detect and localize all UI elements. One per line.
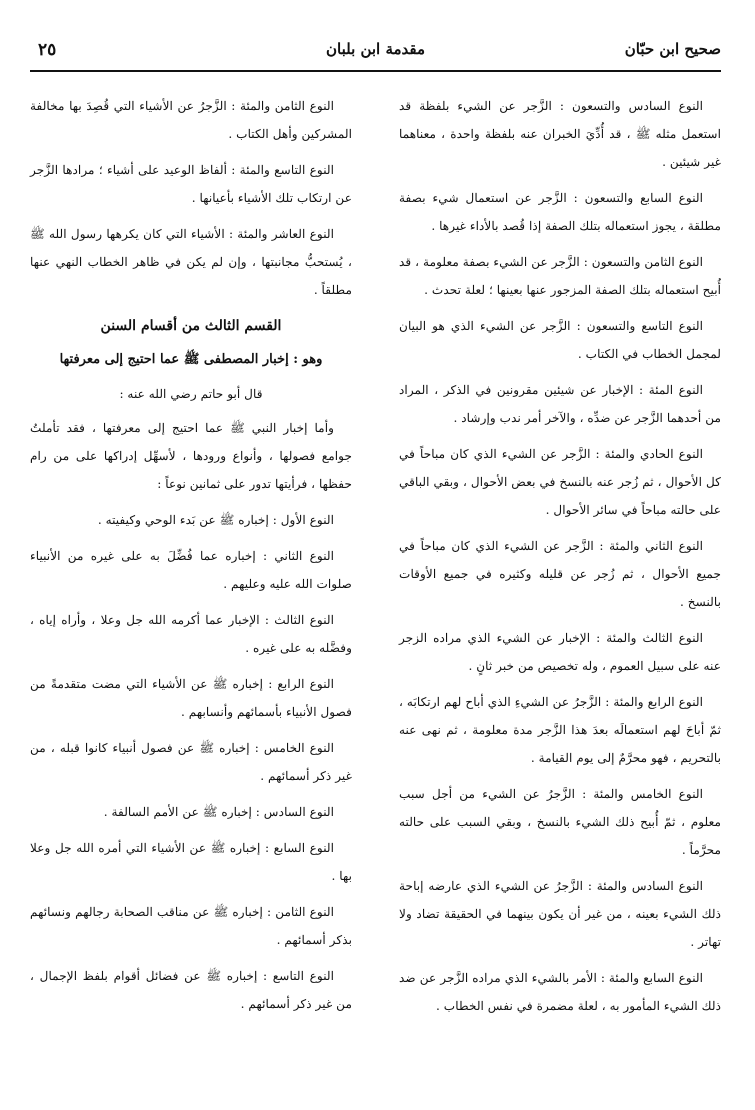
type-item: النوع التاسع : إخباره ﷺ عن فضائل أقوام بلفظ الإجمال ، من غير ذكر أسمائهم .: [30, 969, 352, 1011]
section-title: مقدمة ابن بلبان: [325, 40, 426, 58]
right-column: [399, 92, 721, 1028]
paragraph: النوع التاسع والمئة : ألفاظ الوعيد على أشياء ؛ مرادها الزَّجر عن ارتكاب تلك الأشياء بأعيانها .: [30, 163, 352, 205]
page-number: ٢٥: [38, 40, 57, 60]
section-heading: القسم الثالث من أقسام السنن: [100, 318, 282, 334]
type-item: النوع الرابع : إخباره ﷺ عن الأشياء التي مضت متقدمةً من فصول الأنبياء بأسمائهم وأنسابهم .: [30, 677, 352, 719]
paragraph: النوع المئة : الإخبار عن شيئين مقرونين في الذكر ، المراد من أحدهما الزَّجر عن ضدِّه ، والآخر أمر ندب وإرشاد .: [399, 383, 721, 425]
type-item: النوع الثاني : إخباره عما فُضِّلَ به على غيره من الأنبياء صلوات الله عليه وعليهم .: [30, 549, 352, 591]
attribution: قال أبو حاتم رضي الله عنه :: [119, 387, 263, 401]
paragraph: النوع السابع والمئة : الأمر بالشيء الذي مراده الزَّجر عن ضد ذلك الشيء المأمور به ، لعلة مضمرة في نفس الخطاب .: [399, 971, 721, 1013]
type-item: النوع السادس : إخباره ﷺ عن الأمم السالفة .: [103, 805, 334, 819]
paragraph: النوع الثالث والمئة : الإخبار عن الشيء الذي مراده الزجر عنه على سبيل العموم ، وله تخصيص من خبر ثانٍ .: [399, 631, 721, 673]
type-item: النوع الأول : إخباره ﷺ عن بَدء الوحي وكيفيته .: [97, 513, 334, 527]
paragraph: النوع الثامن والمئة : الزَّجرُ عن الأشياء التي قُصِدَ بها مخالفة المشركين وأهل الكتاب .: [30, 99, 352, 141]
intro-paragraph: وأما إخبار النبي ﷺ عما احتيج إلى معرفتها ، فقد تأملتُ جوامع فصولها ، وأنواع ورودها ، لأسهِّل إدراكها على من رام حفظها ، فرأيتها تدور على ثمانين نوعاً :: [30, 421, 352, 491]
text-columns: [30, 92, 721, 1028]
paragraph: النوع الحادي والمئة : الزَّجر عن الشيء الذي كان مباحاً في كل الأحوال ، ثم زُجر عنه بالنسخ في بعض الأحوال ، وبقي الباقي على حالته مباحاً في سائر الأحوال .: [399, 447, 721, 517]
type-item: النوع السابع : إخباره ﷺ عن الأشياء التي أمره الله جل وعلا بها .: [30, 841, 352, 883]
section-subheading: وهو : إخبار المصطفى ﷺ عما احتيج إلى معرفتها: [59, 352, 323, 367]
type-item: النوع الثالث : الإخبار عما أكرمه الله جل وعلا ، وأراه إياه ، وفضَّله به على غيره .: [30, 613, 352, 655]
paragraph: النوع الثاني والمئة : الزَّجر عن الشيء الذي كان مباحاً في جميع الأحوال ، ثم زُجر عن قليله وكثيره في جميع الأوقات بالنسخ .: [399, 539, 721, 609]
paragraph: النوع السادس والمئة : الزَّجرُ عن الشيء الذي عارضه إباحة ذلك الشيء بعينه ، من غير أن يكون بينهما في الحقيقة تضاد ولا تهاتر .: [399, 879, 721, 949]
type-item: النوع الثامن : إخباره ﷺ عن مناقب الصحابة رجالهم ونسائهم بذكر أسمائهم .: [30, 905, 352, 947]
book-title: صحيح ابن حبّان: [624, 40, 721, 58]
page-header: [30, 26, 721, 72]
paragraph: النوع السادس والتسعون : الزَّجر عن الشيء بلفظة قد استعمل مثله ﷺ ، قد أُدِّيَ الخبران عنه بلفظة واحدة ، معناهما غير شيئين .: [399, 99, 721, 169]
paragraph: النوع الخامس والمئة : الزَّجرُ عن الشيء من أجل سبب معلوم ، ثمّ أُبيح ذلك الشيء بالنسخ ، وبقي السبب على حالته محرَّماً .: [399, 787, 721, 857]
type-item: النوع الخامس : إخباره ﷺ عن فصول أنبياء كانوا قبله ، من غير ذكر أسمائهم .: [30, 741, 352, 783]
paragraph: النوع الرابع والمئة : الزَّجرُ عن الشيءِ الذي أباح لهم ارتكابَه ، ثمّ أباحَ لهم استعمالَه بعدَ هذا الزَّجر مدة معلومة ، ثم نهى عنه بالتحريم ، فهو محرَّمٌ إلى يوم القيامة .: [399, 695, 721, 765]
paragraph: النوع الثامن والتسعون : الزَّجر عن الشيء بصفة معلومة ، قد أُبيح استعماله بتلك الصفة المزجور عنها بعينها ؛ لعلة تحدث .: [399, 255, 721, 297]
paragraph: النوع السابع والتسعون : الزَّجر عن استعمال شيء بصفة مطلقة ، يجوز استعماله بتلك الصفة إذا قُصد بالأداء غيرها .: [399, 191, 721, 233]
paragraph: النوع التاسع والتسعون : الزَّجر عن الشيء الذي هو البيان لمجمل الخطاب في الكتاب .: [399, 319, 721, 361]
paragraph: النوع العاشر والمئة : الأشياء التي كان يكرهها رسول الله ﷺ ، يُستحبُّ مجانبتها ، وإن لم يكن في ظاهر الخطاب النهي عنها مطلقاً .: [30, 227, 352, 297]
left-column: [30, 92, 352, 1028]
